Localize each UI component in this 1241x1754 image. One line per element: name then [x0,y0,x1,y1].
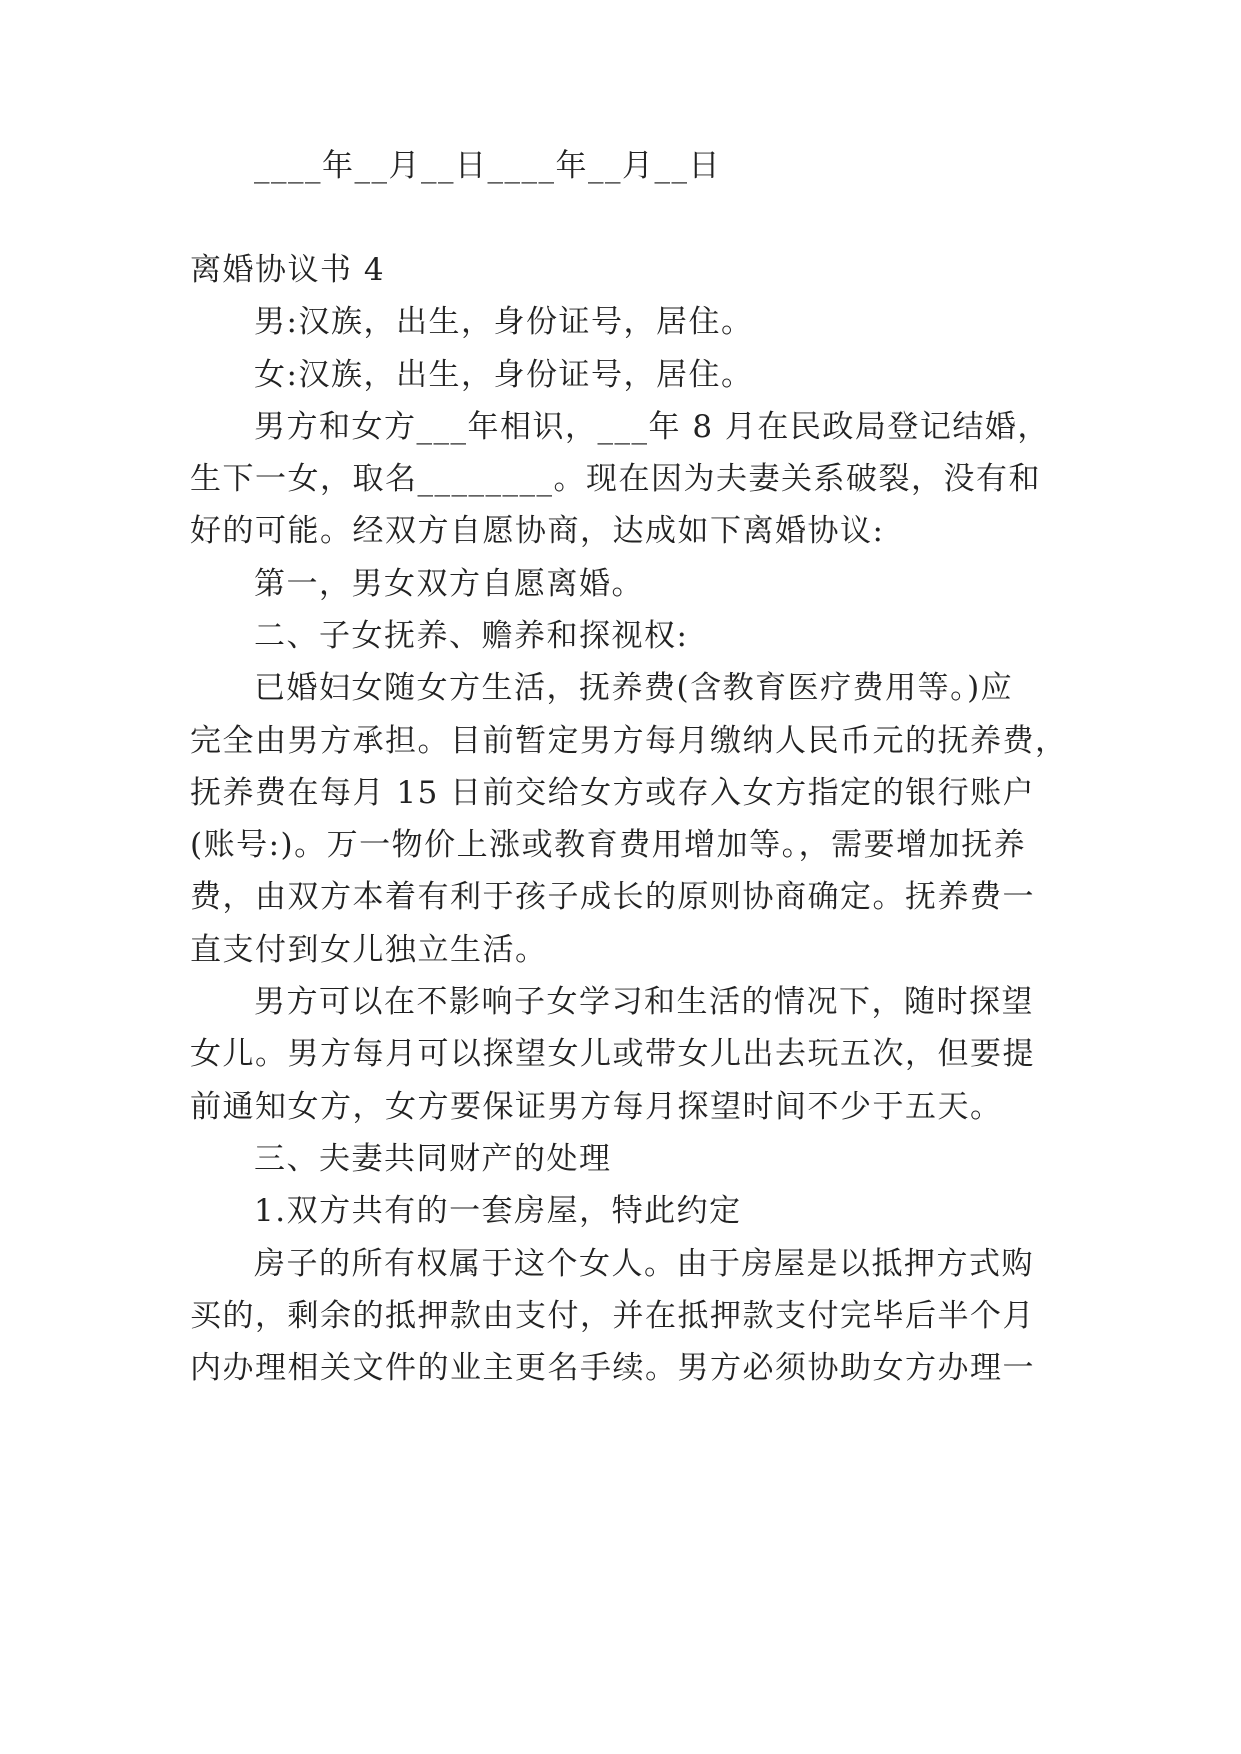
intro-line: 生下一女，取名________。现在因为夫妻关系破裂，没有和 [190,461,1041,497]
male-party-info: 男:汉族，出生，身份证号，居住。 [254,304,754,340]
female-party-info: 女:汉族，出生，身份证号，居住。 [254,357,754,393]
clause-3-line: 买的，剩余的抵押款由支付，并在抵押款支付完毕后半个月 [190,1298,1035,1334]
visitation-line: 女儿。男方每月可以探望女儿或带女儿出去玩五次，但要提 [190,1036,1035,1072]
signature-date-line: ____年__月__日____年__月__日 [254,148,721,184]
clause-3-line: 内办理相关文件的业主更名手续。男方必须协助女方办理一 [190,1350,1035,1386]
visitation-line: 男方可以在不影响子女学习和生活的情况下，随时探望 [254,984,1034,1020]
clause-2-line: 抚养费在每月 15 日前交给女方或存入女方指定的银行账户 [190,775,1036,811]
clause-2-line: 完全由男方承担。目前暂定男方每月缴纳人民币元的抚养费， [190,723,1068,759]
clause-1: 第一，男女双方自愿离婚。 [254,566,644,602]
intro-line: 男方和女方___年相识，___年 8 月在民政局登记结婚， [254,409,1050,445]
clause-3-heading: 三、夫妻共同财产的处理 [254,1141,612,1177]
clause-2-line: (账号:)。万一物价上涨或教育费用增加等。，需要增加抚养 [190,827,1027,863]
clause-2-line: 直支付到女儿独立生活。 [190,932,548,968]
clause-3-item-1: 1.双方共有的一套房屋，特此约定 [254,1193,742,1229]
clause-2-line: 已婚妇女随女方生活，抚养费(含教育医疗费用等。)应 [254,670,1014,706]
section-title: 离婚协议书 4 [190,252,386,288]
intro-line: 好的可能。经双方自愿协商，达成如下离婚协议: [190,513,885,549]
clause-3-line: 房子的所有权属于这个女人。由于房屋是以抵押方式购 [254,1246,1034,1282]
clause-2-heading: 二、子女抚养、赡养和探视权: [254,618,689,654]
visitation-line: 前通知女方，女方要保证男方每月探望时间不少于五天。 [190,1089,1003,1125]
clause-2-line: 费，由双方本着有利于孩子成长的原则协商确定。抚养费一 [190,879,1035,915]
